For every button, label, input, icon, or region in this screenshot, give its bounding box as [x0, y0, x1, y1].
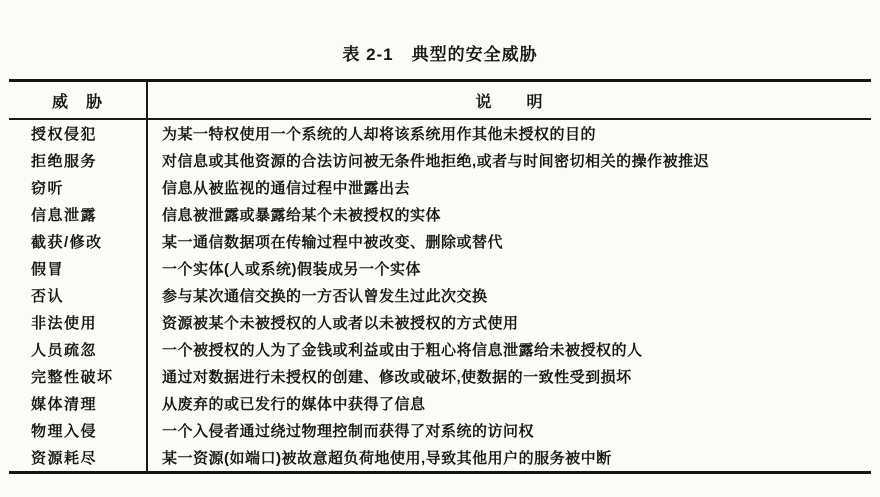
table-header	[9, 81, 871, 120]
table-row	[9, 309, 871, 336]
threat-cell: 媒体清理	[9, 390, 147, 417]
threat-cell: 非法使用	[9, 309, 147, 336]
description-cell: 从废弃的或已发行的媒体中获得了信息	[162, 396, 426, 413]
threat-cell: 授权侵犯	[9, 119, 147, 147]
threat-cell: 假冒	[9, 255, 147, 282]
table-row	[9, 255, 871, 282]
security-threats-table	[9, 79, 871, 474]
description-cell: 对信息或其他资源的合法访问被无条件地拒绝,或者与时间密切相关的操作被推迟	[162, 153, 710, 170]
table-row	[9, 390, 871, 417]
table-caption: 表 2-1 典型的安全威胁	[342, 45, 538, 64]
threat-cell: 资源耗尽	[9, 444, 147, 473]
threat-cell: 截获/修改	[9, 228, 147, 255]
description-cell: 某一资源(如端口)被故意超负荷地使用,导致其他用户的服务被中断	[162, 450, 612, 467]
table-row	[9, 336, 871, 363]
threat-cell: 完整性破坏	[9, 363, 147, 390]
threat-cell: 窃听	[9, 174, 147, 201]
table-row	[9, 282, 871, 309]
table-row	[9, 363, 871, 390]
description-cell: 一个实体(人或系统)假装成另一个实体	[162, 261, 421, 278]
description-cell: 参与某次通信交换的一方否认曾发生过此次交换	[162, 288, 488, 305]
description-column-header: 说 明	[147, 81, 871, 120]
threat-cell: 人员疏忽	[9, 336, 147, 363]
description-cell: 信息被泄露或暴露给某个未被授权的实体	[162, 207, 442, 224]
table-row	[9, 147, 871, 174]
table-row	[9, 174, 871, 201]
threat-cell: 信息泄露	[9, 201, 147, 228]
threat-cell: 物理入侵	[9, 417, 147, 444]
description-cell: 一个入侵者通过绕过物理控制而获得了对系统的访问权	[162, 423, 535, 440]
description-cell: 通过对数据进行未授权的创建、修改或破坏,使数据的一致性受到损坏	[162, 369, 632, 386]
threat-column-header: 威 胁	[9, 81, 147, 120]
table-row	[9, 228, 871, 255]
description-cell: 某一通信数据项在传输过程中被改变、删除或替代	[162, 234, 504, 251]
table-row	[9, 417, 871, 444]
description-cell: 一个被授权的人为了金钱或利益或由于粗心将信息泄露给未被授权的人	[162, 342, 643, 359]
table-row	[9, 201, 871, 228]
header-row	[9, 81, 871, 120]
description-cell: 为某一特权使用一个系统的人却将该系统用作其他未授权的目的	[162, 126, 597, 143]
table-body	[9, 119, 871, 473]
description-cell: 信息从被监视的通信过程中泄露出去	[162, 180, 411, 197]
table-row	[9, 119, 871, 147]
description-cell: 资源被某个未被授权的人或者以未被授权的方式使用	[162, 315, 519, 332]
table-row	[9, 444, 871, 473]
threat-cell: 拒绝服务	[9, 147, 147, 174]
threat-cell: 否认	[9, 282, 147, 309]
